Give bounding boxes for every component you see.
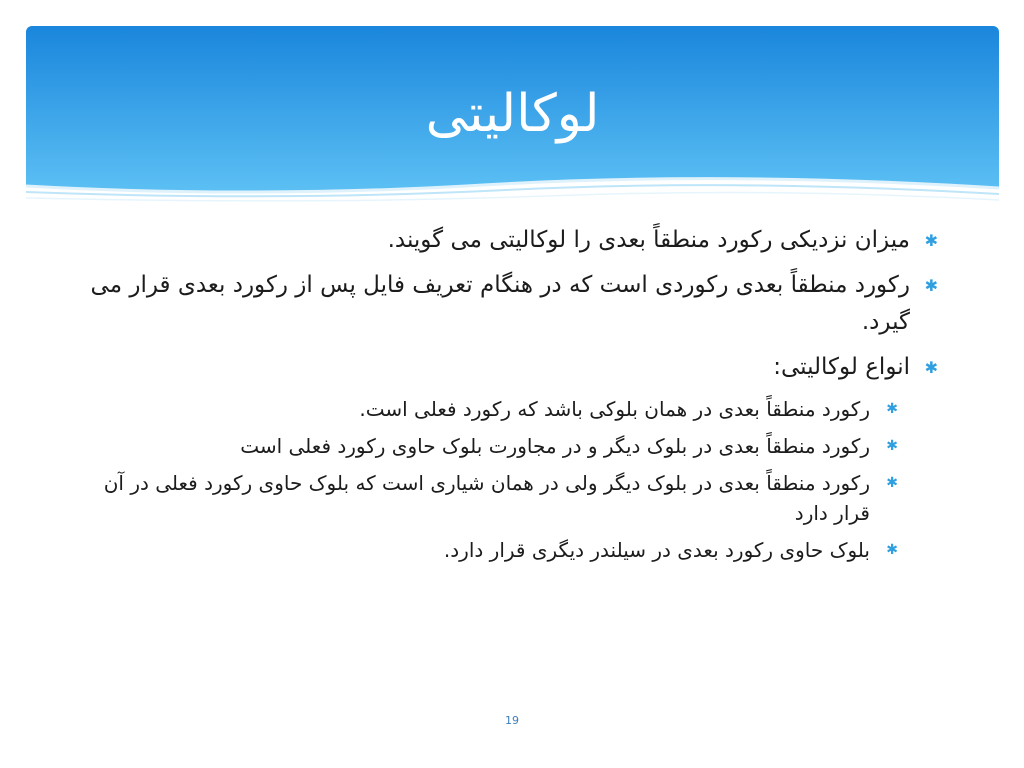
bullet-item — [70, 349, 938, 386]
bullet-text: انواع لوکالیتی: — [773, 354, 910, 380]
asterisk-bullet-icon: ✱ — [886, 542, 898, 558]
bullet-text: رکورد منطقاً بعدی در بلوک دیگر و در مجاورت بلوک حاوی رکورد فعلی است — [240, 434, 870, 458]
page-number: 19 — [505, 714, 519, 727]
slide-body — [70, 222, 938, 572]
bullet-text: میزان نزدیکی رکورد منطقاً بعدی را لوکالیتی می گویند. — [387, 227, 910, 253]
sub-bullet-item — [70, 431, 938, 461]
asterisk-bullet-icon: ✱ — [924, 276, 938, 295]
asterisk-bullet-icon: ✱ — [886, 475, 898, 491]
bullet-text: رکورد منطقاً بعدی رکوردی است که در هنگام تعریف فایل پس از رکورد بعدی قرار می گیرد. — [90, 272, 910, 335]
asterisk-bullet-icon: ✱ — [886, 438, 898, 454]
bullet-list — [70, 222, 938, 565]
title-banner — [26, 26, 999, 204]
sub-bullet-item — [70, 535, 938, 565]
bullet-text: بلوک حاوی رکورد بعدی در سیلندر دیگری قرار دارد. — [443, 538, 870, 562]
bullet-item — [70, 267, 938, 341]
slide-title: لوکالیتی — [425, 84, 600, 144]
asterisk-bullet-icon: ✱ — [924, 231, 938, 250]
bullet-item — [70, 222, 938, 259]
asterisk-bullet-icon: ✱ — [886, 401, 898, 417]
asterisk-bullet-icon: ✱ — [924, 358, 938, 377]
bullet-text: رکورد منطقاً بعدی در بلوک دیگر ولی در همان شیاری است که بلوک حاوی رکورد فعلی در آن قرار دارد — [103, 471, 870, 525]
sub-bullet-item — [70, 394, 938, 424]
sub-bullet-item — [70, 468, 938, 528]
bullet-text: رکورد منطقاً بعدی در همان بلوکی باشد که رکورد فعلی است. — [359, 397, 870, 421]
